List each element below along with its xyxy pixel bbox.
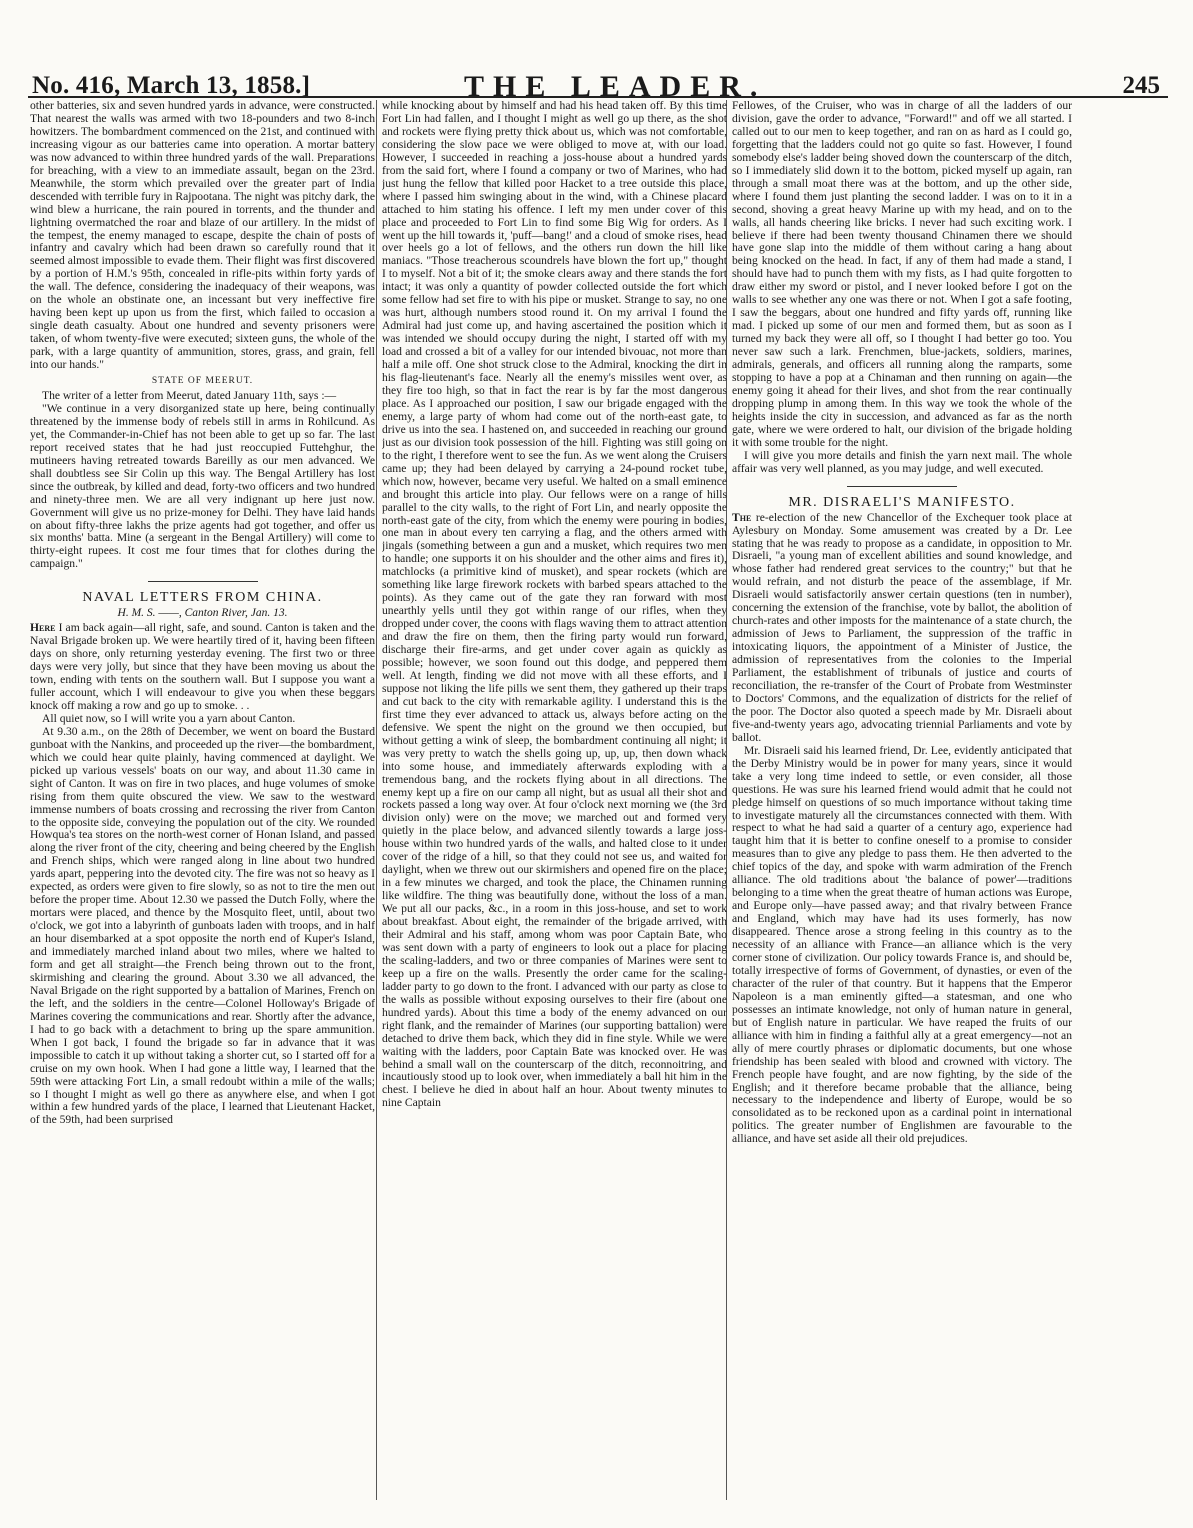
article-paragraph: Mr. Disraeli said his learned friend, Dr. Lee, evidently anticipated that the Derby Ministry would be in power for many years, since it would take a very long time indeed to settle, or even consider, all those questions. He was sure his learned friend would admit that he could not pledge himself on questions of so much importance without taking time to investigate maturely all the circumstances connected with them. With respect to what he had said a quarter of a century ago, experience had taught him that it is better to confine oneself to a promise to consider measures than to give any pledge to pass them. He then adverted to the chief topics of the day, and spoke with warm admiration of the French alliance. The old traditions about 'the balance of power'—traditions belonging to a time when the great theatre of human actions was Europe, and Europe only—have passed away; and that rivalry between France and England, which may have had its uses formerly, has now disappeared. Thence arose a strong feeling in this country as to the necessity of an alliance with France—an alliance which is the very corner stone of civilization. Our policy towards France is, and should be, totally irrespective of forms of Government, of dynasties, or even of the character of the ruler of that country. But it happens that the Emperor Napoleon is a man eminently gifted—a statesman, and one who possesses an intimate knowledge, not only of human nature in general, but of English nature in particular. We have reaped the fruits of our alliance with him in finding a faithful ally at a great emergency—not an ally of mere courtly phrases or diplomatic documents, but one whose friendship has been sealed with blood and crowned with victory. The French people have fought, and are now fighting, by the side of the English; and it therefore became probable that the alliance, being necessary to the independence and liberty of Europe, would be so consolidated as to be reckoned upon as a cardinal point in international politics. The greater number of Englishmen are favourable to the alliance, and have set aside all their old prejudices. xyxy=(732,743,1072,1146)
article-paragraph: "We continue in a very disorganized state up here, being continually threatened by the immense body of rebels still in arms in Rohilcund. As yet, the Commander-in-Chief has not been able to get up so far. The last report received states that he had just reoccupied Futtehghur, the mutineers having retreated towards Bareilly as our men advanced. We shall doubtless see Sir Colin up this way. The Bengal Artillery has lost since the outbreak, by killed and dead, forty-two officers and two hundred and ninety-three men. We are all very indignant up here just now. Government will give us no prize-money for Delhi. They have laid hands on about fifty-three lakhs the prize agents had got together, and offer us six months' batta. Mine (a sergeant in the Bengal Artillery) will come to thirty-eight rupees. It cost me four times that for clothes during the campaign." xyxy=(30,401,375,571)
article-paragraph: I will give you more details and finish the yarn next mail. The whole affair was very well planned, as you may judge, and well executed. xyxy=(732,448,1072,475)
header-rule xyxy=(28,96,1168,98)
article-paragraph: All quiet now, so I will write you a yarn about Canton. xyxy=(42,711,296,725)
column-3 xyxy=(732,100,1072,1510)
column-1 xyxy=(30,100,375,1510)
article-paragraph xyxy=(30,622,375,713)
article-paragraph xyxy=(732,512,1072,745)
column-2 xyxy=(382,100,727,1510)
newspaper-title: THE LEADER. xyxy=(464,70,767,103)
section-title-disraeli-manifesto: MR. DISRAELI'S MANIFESTO. xyxy=(788,494,1016,510)
article-paragraph: The writer of a letter from Meerut, dated January 11th, says :— xyxy=(42,388,337,402)
section-title-naval-letters: NAVAL LETTERS FROM CHINA. xyxy=(82,590,323,606)
dateline: H. M. S. ——, Canton River, Jan. 13. xyxy=(117,607,288,620)
opening-word: Here xyxy=(30,621,56,635)
subheading-state-of-meerut: STATE OF MEERUT. xyxy=(151,376,254,387)
paragraph-text: I am back again—all right, safe, and sound. Canton is taken and the Naval Brigade broken up. We were heartily tired of it, having been fifteen days on shore, only returning yesterday evening. The first two or three days were very jolly, but since that they have been moving us about the town, ending with tents on the southern wall. But I suppose you want a fuller account, which I will endeavour to give you when these beggars knock off making a row and go up to smoke. . . xyxy=(30,621,375,712)
opening-word: The xyxy=(732,510,752,524)
page-number: 245 xyxy=(1122,72,1160,99)
column-divider-1 xyxy=(376,100,377,1500)
issue-line: No. 416, March 13, 1858.] xyxy=(32,72,311,99)
article-paragraph: At 9.30 a.m., on the 28th of December, we went on board the Bustard gunboat with the Nankins, and proceeded up the river—the bombardment, which we could hear quite plainly, having commenced at daylight. We picked up various vessels' boats on our way, and about 11.30 came in sight of Canton. It was on fire in two places, and huge volumes of smoke rising from them quite obscured the view. We saw to the westward immense numbers of boats crossing and recrossing the river from Canton to the opposite side, conveying the population out of the city. We rounded Howqua's tea stores on the north-west corner of Honan Island, and passed along the river front of the city, cheering and being cheered by the English and French ships, which were ranged along in line about two hundred yards apart, peppering into the devoted city. The fire was not so heavy as I expected, as orders were given to fire slowly, so as not to tire the men out before the proper time. About 12.30 we passed the Dutch Folly, where the mortars were placed, and thence by the Mosquito fleet, until, about two o'clock, we got into a labyrinth of gunboats laden with troops, and in half an hour disembarked at a spot opposite the north end of Kuper's Island, and immediately marched inland about two miles, where we halted to form and get all straight—the French being thrown out to the front, skirmishing and clearing the ground. About 3.30 we all advanced, the Naval Brigade on the right supported by a battalion of Marines, French on the left, and the soldiers in the centre—Colonel Holloway's Brigade of Marines covering the communications and rear. Shortly after the advance, I had to go back with a detachment to bring up the spare ammunition. When I got back, I found the brigade so far in advance that it was impossible to catch it up without taking a shorter cut, so I started off for a cruise on my own hook. When I had gone a little way, I learned that the 59th were attacking Fort Lin, a small redoubt within a mile of the walls; so I thought I might as well go there as anywhere else, and when I got within a few hundred yards of the place, I learned that Lieutenant Hacket, of the 59th, had been surprised xyxy=(30,724,375,1127)
article-paragraph: while knocking about by himself and had his head taken off. By this time Fort Lin had fallen, and I thought I might as well go up there, as the shot and rockets were flying pretty thick about us, which was not comfortable, considering the slow pace we were obliged to move at, with our load. However, I succeeded in reaching a joss-house about a hundred yards from the said fort, where I found a company or two of Marines, who had just hung the fellow that killed poor Hacket to a tree outside this place, where I passed him swinging about in the wind, with a Chinese placard attached to him stating his offence. I left my men under cover of this place and proceeded to Fort Lin to find some Big Wig for orders. As I went up the hill towards it, 'puff—bang!' and a cloud of smoke rises, head over heels go a lot of fellows, and the others run down the hill like maniacs. "Those treacherous scoundrels have blown the fort up," thought I to myself. Not a bit of it; the smoke clears away and there stands the fort intact; it was only a quantity of powder collected outside the fort which some fellow had set fire to with his pipe or musket. Strange to say, no one was hurt, although numbers stood round it. On my arrival I found the Admiral had just come up, and having ascertained the position which it was intended we should occupy during the night, I started off with my load and crossed a bit of a valley for our intended bivouac, not more than half a mile off. One shot struck close to the Admiral, knocking the dirt in his flag-lieutenant's face. Nearly all the enemy's missiles went over, as they fire too high, so that in fact the rear is by far the most dangerous place. As I approached our position, I saw our brigade engaged with the enemy, a large party of whom had come out of the north-east gate, to drive us into the sea. I hastened on, and succeeded in reaching our ground just as our division took possession of the hill. Fighting was still going on to the right, I therefore went to see the fun. As we went along the Cruisers came up; they had been delayed by carrying a 24-pound rocket tube, which now, however, became very useful. We halted on a small eminence and brought this article into play. Our fellows were on a range of hills parallel to the city walls, to the right of Fort Lin, and nearly opposite the north-east gate of the city, from which the enemy were pouring in bodies, one man in about every ten carrying a flag, and the others armed with jingals (something between a gun and a musket, which requires two men to handle; one supports it on his shoulder and the other aims and fires it), matchlocks (a primitive kind of musket), and spear rockets (which are something like large firework rockets with barbed spears attached to the points). As they came out of the gate they ran forward with most unearthly yells until they got within range of our rifles, when they dropped under cover, the coons with flags waving them to attract attention and draw the fire on them, then the firing party would run forward, discharge their fire-arms, and get under cover again as quickly as possible; however, we soon found out this dodge, and peppered them well. At length, finding we did not move with all these efforts, and I suppose not liking the life pills we sent them, they gathered up their traps and cut back to the city with remarkable agility. I understand this is the first time they ever advanced to attack us, always before acting on the defensive. We spent the night on the ground we then occupied, but without getting a wink of sleep, the bombardment continuing all night; it was very pretty to watch the shells going up, up, up, then down whack into some house, and immediately afterwards exploding with a tremendous bang, and the rockets flying about in all directions. The enemy kept up a fire on our camp all night, but as usual all their shot and rockets passed a long way over. At four o'clock next morning we (the 3rd division only) were on the move; we marched out and formed very quietly in the place below, and advanced silently towards a large joss-house within two hundred yards of the walls, and halted close to it under cover of the ridge of a hill, so that they could not see us, and waited for daylight, when we threw out our skirmishers and opened fire on the place; in a few minutes we charged, and took the place, the Chinamen running like wildfire. The thing was beautifully done, without the loss of a man. We put all our packs, &c., in a room in this joss-house, and set to work about breakfast. About eight, the remainder of the brigade arrived, with their Admiral and his staff, among whom was poor Captain Bate, who was sent down with a party of engineers to look out a place for placing the scaling-ladders, and two or three companies of Marines were sent to keep up a fire on the walls. Presently the order came for the scaling-ladder party to go down to the front. I advanced with our party as close to the walls as possible without exposing ourselves to their fire (about one hundred yards). About this time a body of the enemy advanced on our right flank, and the remainder of Marines (our supporting battalion) were detached to drive them back, which they did in fine style. While we were waiting with the ladders, poor Captain Bate was knocked over. He was behind a small wall on the counterscarp of the ditch, reconnoitring, and incautiously stood up to look over, when immediately a ball hit him in the chest. I believe he died in about half an hour. About twenty minutes to nine Captain xyxy=(382,100,727,1110)
article-paragraph: other batteries, six and seven hundred yards in advance, were constructed. That nearest the walls was armed with two 18-pounders and two 8-inch howitzers. The bombardment commenced on the 21st, and continued with increasing vigour as our batteries came into operation. A mortar battery was now advanced to within three hundred yards of the wall. Preparations for breaching, with a view to an immediate assault, began on the 23rd. Meanwhile, the storm which prevailed over the greater part of India descended with terrible fury in Rajpootana. The night was pitchy dark, the wind blew a hurricane, the rain poured in torrents, and the thunder and lightning overmatched the roar and blaze of our artillery. In the midst of the tempest, the enemy managed to escape, despite the chain of posts of infantry and cavalry which had been drawn so carefully round that it seemed almost impossible to evade them. Their flight was first discovered by a portion of H.M.'s 95th, concealed in rifle-pits within forty yards of the wall. The defence, considering the inadequacy of their weapons, was on the whole an obstinate one, an incessant but very ineffective fire having been kept up upon us from the first, which failed to occasion a single death casualty. About one hundred and seventy prisoners were taken, of whom twenty-five were executed; sixteen guns, the whole of the park, with a large quantity of ammunition, stores, grass, and grain, fell into our hands." xyxy=(30,100,375,372)
paragraph-text: re-election of the new Chancellor of the Exchequer took place at Aylesbury on Monday. Some amusement was created by a Dr. Lee stating that he was ready to propose as a candidate, in opposition to Mr. Disraeli, "a young man of excellent abilities and sound knowledge, and whose father had rendered great services to the country;" but that he would refrain, and not disturb the peace of the assemblage, if Mr. Disraeli would satisfactorily answer certain questions (ten in number), concerning the extension of the franchise, vote by ballot, the abolition of church-rates and other imposts for the maintenance of a state church, the admission of Jews to Parliament, the suppression of the traffic in intoxicating liquors, the appointment of a Minister of Justice, the admission of representatives from the colonies to the Imperial Parliament, the establishment of tribunals of justice and courts of reconciliation, the re-transfer of the Court of Probate from Westminster to Doctors' Commons, and the equalization of districts for the relief of the poor. The Doctor also quoted a speech made by Mr. Disraeli about five-and-twenty years ago, advocating triennial Parliaments and vote by ballot. xyxy=(732,510,1072,744)
article-paragraph: Fellowes, of the Cruiser, who was in charge of all the ladders of our division, gave the order to advance, "Forward!" and off we all started. I called out to our men to keep together, and ran on as hard as I could go, forgetting that the ladders could not go quite so fast. However, I found somebody else's ladder being shoved down the counterscarp of the ditch, so I immediately slid down it to the bottom, picked myself up again, ran through a small moat there was at the bottom, and up the other side, where I found them just planting the second ladder. I was on to it in a second, shoving a great heavy Marine up with my head, and on to the walls, all hands cheering like bricks. I never had such exciting work. I believe if there had been twenty thousand Chinamen there we should have gone slap into the middle of them without caring a hang about being knocked on the head. In fact, if any of them had made a stand, I should have had to punch them with my fists, as I had quite forgotten to draw either my sword or pistol, and I never looked before I got on the walls to see whether any one was there or not. When I got a safe footing, I saw the beggars, about one hundred and fifty yards off, running like mad. I picked up some of our men and formed them, but as soon as I turned my back they were all off, so I thought I had better go too. You never saw such a lark. Frenchmen, blue-jackets, soldiers, marines, admirals, generals, and officers all running along the ramparts, some stopping to have a pop at a Chinaman and then running on again—the enemy going it ahead for their lives, and shot from the rear continually dropping plump in among them. In this way we took the whole of the heights inside the city in succession, and advanced as far as the north gate, where we were ordered to halt, our division of the brigade holding it with some trouble for the night. xyxy=(732,100,1072,449)
section-divider xyxy=(148,581,258,582)
section-divider xyxy=(847,486,957,487)
